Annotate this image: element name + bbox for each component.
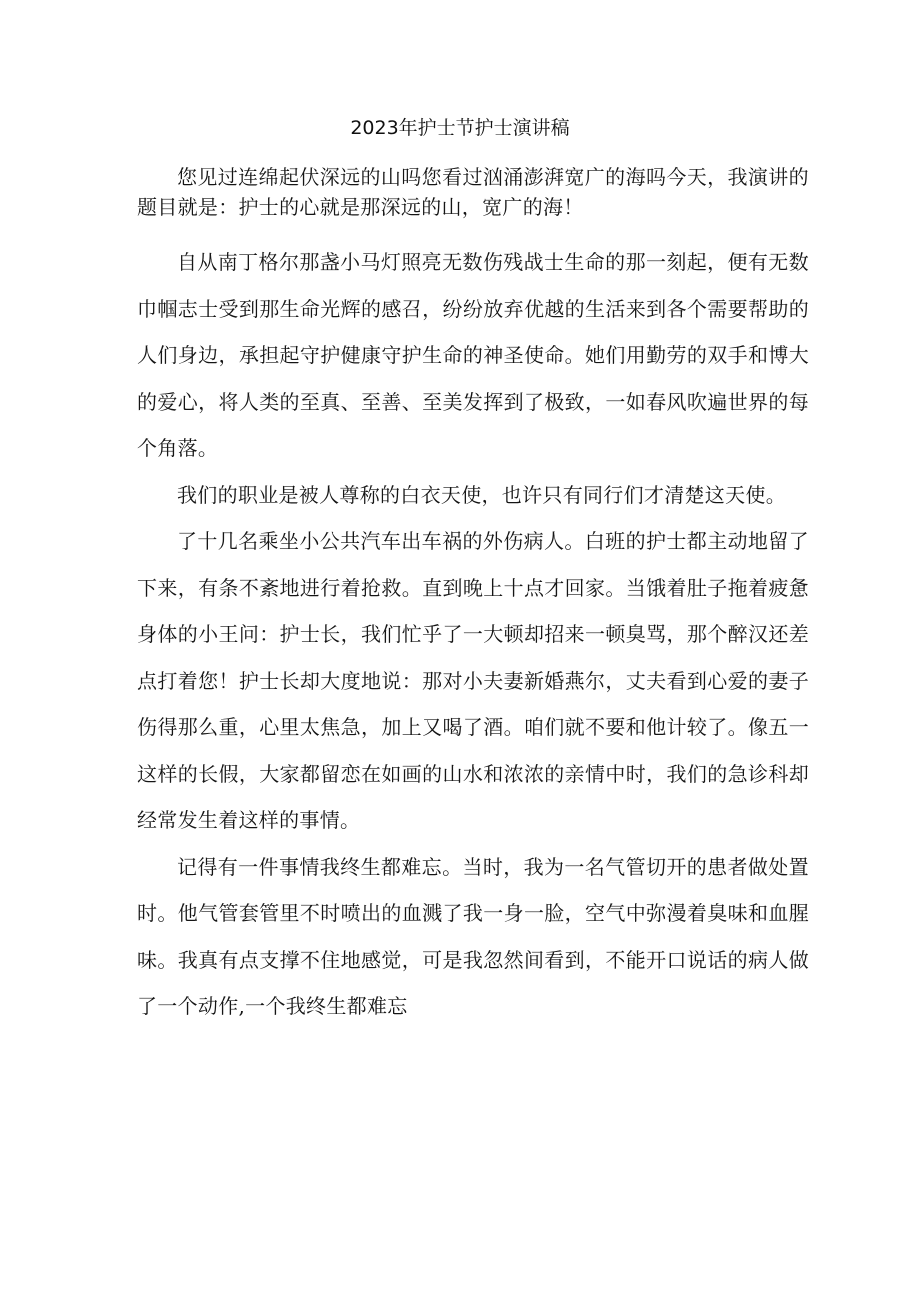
document-title: 2023年护士节护士演讲稿 (350, 117, 570, 139)
paragraph-2: 自从南丁格尔那盏小马灯照亮无数伤残战士生命的那一刻起，便有无数巾帼志士受到那生命光辉的感召，纷纷放弃优越的生活来到各个需要帮助的人们身边，承担起守护健康守护生命的神圣使命。她们用勤劳的双手和博大的爱心，将人类的至真、至善、至美发挥到了极致，一如春风吹遍世界的每个角落。 (137, 250, 809, 460)
document-body (137, 162, 809, 1030)
paragraph-1: 您见过连绵起伏深远的山吗您看过汹涌澎湃宽广的海吗今天，我演讲的题目就是：护士的心就是那深远的山，宽广的海！ (137, 165, 809, 219)
paragraph-4: 了十几名乘坐小公共汽车出车祸的外伤病人。白班的护士都主动地留了下来，有条不紊地进行着抢救。直到晚上十点才回家。当饿着肚子拖着疲惫身体的小王问：护士长，我们忙乎了一大顿却招来一顿臭骂，那个醉汉还差点打着您！护士长却大度地说：那对小夫妻新婚燕尔，丈夫看到心爱的妻子伤得那么重，心里太焦急，加上又喝了酒。咱们就不要和他计较了。像五一这样的长假，大家都留恋在如画的山水和浓浓的亲情中时，我们的急诊科却经常发生着这样的事情。 (137, 529, 809, 832)
paragraph-3: 我们的职业是被人尊称的白衣天使，也许只有同行们才清楚这天使。 (177, 482, 786, 507)
paragraph-5: 记得有一件事情我终生都难忘。当时，我为一名气管切开的患者做处置时。他气管套管里不时喷出的血溅了我一身一脸，空气中弥漫着臭味和血腥味。我真有点支撑不住地感觉，可是我忽然间看到，不能开口说话的病人做了一个动作,一个我终生都难忘 (137, 854, 809, 1018)
